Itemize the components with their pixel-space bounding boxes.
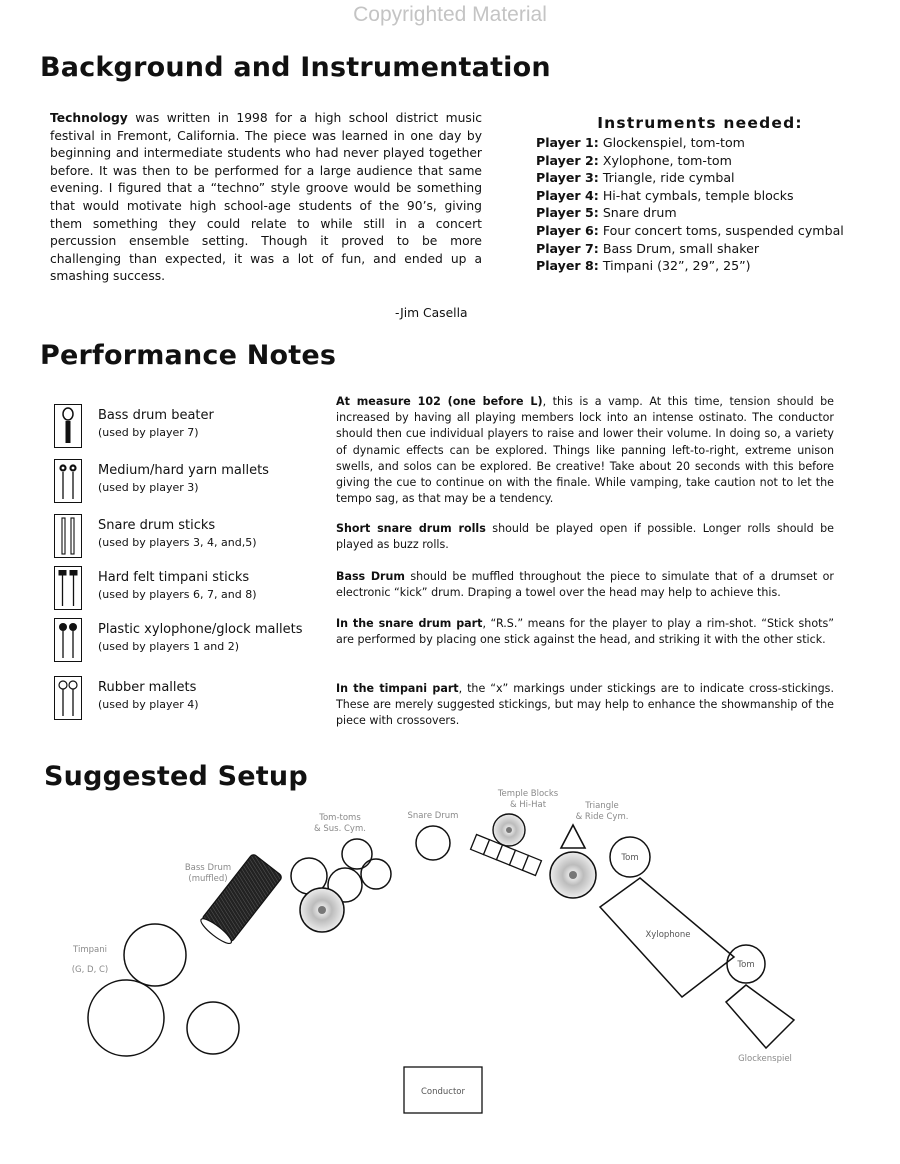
- instrument-row: [536, 187, 886, 205]
- mallet-name: Snare drum sticks: [98, 518, 216, 533]
- snare-drum-sticks-icon: [54, 514, 82, 558]
- mallet-name: Hard felt timpani sticks: [98, 570, 250, 585]
- triangle-instrument: [561, 825, 585, 848]
- mallet-note: (used by players 1 and 2): [98, 640, 240, 653]
- background-heading: Background and Instrumentation: [40, 52, 551, 83]
- instrument-row: [536, 204, 886, 222]
- mallet-name: Medium/hard yarn mallets: [98, 463, 269, 478]
- intro-text: was written in 1998 for a high school district music festival in Fremont, California. The piece was learned in one day by beginning and intermediate students who had never played together before. It was then to be performed for a large audience that same evening. I figured that a “techno” style groove would be something that would motivate high school-age students of the 90’s, giving them something they could relate to while still in a concert percussion ensemble setting. Though it proved to be more challenging than expected, it was a lot of fun, and ended up a smashing success.: [50, 111, 482, 284]
- watermark: Copyrighted Material: [353, 3, 547, 26]
- note-bold: In the snare drum part: [336, 617, 483, 630]
- instrument-row: [536, 222, 886, 240]
- note-bass-drum: [336, 569, 834, 601]
- note-text: , this is a vamp. At this time, tension should be increased by having all playing members lock into an intense ostinato. The conductor should then cue individual players to raise and lower their volume. In doing so, a variety of dynamic effects can be explored. Things like panning left-to-right, extreme unison swells, and solos can be explored. Be creative! Take about 20 seconds with this before giving the cue to continue on with the finale. While vamping, take caution not to let the tempo sag, as that may be a tendency.: [336, 395, 835, 506]
- intro-paragraph: [50, 110, 482, 286]
- tom-lower-label: Tom: [737, 960, 755, 970]
- conductor-label: Conductor: [420, 1087, 466, 1097]
- setup-diagram: [0, 780, 900, 1160]
- timpani-drum-small: [187, 1002, 239, 1054]
- ride-cymbal-bell: [569, 871, 577, 879]
- note-bold: In the timpani part: [336, 682, 459, 695]
- player-parts: Snare drum: [598, 205, 677, 221]
- note-bold: Short snare drum rolls: [336, 522, 486, 535]
- instrument-row: [536, 152, 886, 170]
- performance-heading: Performance Notes: [40, 340, 337, 371]
- instrument-row: [536, 134, 886, 152]
- player-label: Player 7:: [536, 240, 599, 256]
- note-timpani-part: [336, 681, 834, 730]
- note-text: should be muffled throughout the piece to simulate that of a drumset or electronic “kick” drum. Draping a towel over the head may help to achieve this.: [336, 570, 834, 600]
- player-label: Player 6:: [536, 222, 599, 238]
- signature: -Jim Casella: [395, 306, 468, 320]
- tom-toms-label: Tom-toms: [319, 813, 361, 823]
- player-parts: Triangle, ride cymbal: [598, 170, 735, 186]
- note-text: , the “x” markings under stickings are to indicate cross-stickings. These are merely suggested stickings, but may help to enhance the showmanship of the piece with crossovers.: [336, 682, 834, 728]
- bass-drum-beater-icon: [54, 404, 82, 448]
- sus-cym-label: & Sus. Cym.: [314, 824, 366, 834]
- note-text: , “R.S.” means for the player to play a rim-shot. “Stick shots” are performed by placing one stick against the head, and striking it with the other stick.: [336, 617, 834, 647]
- mallet-note: (used by players 3, 4, and,5): [98, 536, 257, 549]
- hi-hat-label: & Hi-Hat: [509, 800, 547, 810]
- ride-cymbal-label: & Ride Cym.: [575, 812, 629, 822]
- snare-drum-label: Snare Drum: [407, 811, 459, 821]
- player-label: Player 8:: [536, 258, 599, 274]
- instrument-row: [536, 169, 886, 187]
- player-parts: Glockenspiel, tom-tom: [598, 135, 745, 150]
- instrument-list: [536, 134, 886, 275]
- player-parts: Bass Drum, small shaker: [598, 240, 760, 256]
- glockenspiel-label: Glockenspiel: [738, 1054, 792, 1064]
- timpani-drum-largest: [88, 980, 164, 1056]
- player-parts: Xylophone, tom-tom: [598, 152, 732, 168]
- player-label: Player 2:: [536, 152, 599, 168]
- mallet-note: (used by player 4): [98, 698, 199, 711]
- note-text: should be played open if possible. Longer rolls should be played as buzz rolls.: [336, 522, 834, 552]
- intro-bold-title: Technology: [50, 111, 128, 125]
- player-label: Player 1:: [536, 135, 599, 150]
- setup-heading: Suggested Setup: [44, 761, 308, 792]
- cymbal-bell: [318, 906, 326, 914]
- player-parts: Timpani (32”, 29”, 25”): [598, 258, 751, 274]
- timpani-tuning-label: (G, D, C): [71, 965, 109, 975]
- temple-blocks-label: Temple Blocks: [497, 789, 559, 799]
- triangle-label: Triangle: [585, 801, 619, 811]
- player-parts: Four concert toms, suspended cymbal: [598, 222, 844, 238]
- note-bold: At measure 102 (one before L): [336, 395, 543, 408]
- mallet-note: (used by player 3): [98, 481, 199, 494]
- instruments-heading: Instruments needed:: [597, 114, 803, 132]
- mallet-note: (used by player 7): [98, 426, 199, 439]
- note-snare-rolls: [336, 521, 834, 553]
- player-label: Player 3:: [536, 170, 599, 186]
- mallet-name: Bass drum beater: [98, 408, 214, 423]
- tom-upper-label: Tom: [621, 853, 639, 863]
- concert-tom: [342, 839, 372, 869]
- player-label: Player 4:: [536, 187, 599, 203]
- note-vamp: [336, 394, 834, 507]
- player-label: Player 5:: [536, 205, 599, 221]
- yarn-mallets-icon: [54, 459, 82, 503]
- note-bold: Bass Drum: [336, 570, 405, 583]
- mallet-note: (used by players 6, 7, and 8): [98, 588, 257, 601]
- timpani-label: Timpani: [73, 945, 107, 955]
- rubber-mallets-icon: [54, 676, 82, 720]
- plastic-mallets-icon: [54, 618, 82, 662]
- timpani-drum-large: [124, 924, 186, 986]
- note-snare-part: [336, 616, 834, 648]
- snare-drum: [416, 826, 450, 860]
- hi-hat-bell: [506, 827, 512, 833]
- glockenspiel: [726, 985, 794, 1048]
- mallet-name: Rubber mallets: [98, 680, 197, 695]
- instrument-row: [536, 240, 886, 258]
- instrument-row: [536, 257, 886, 275]
- timpani-sticks-icon: [54, 566, 82, 610]
- mallet-name: Plastic xylophone/glock mallets: [98, 622, 303, 637]
- concert-tom: [361, 859, 391, 889]
- xylophone-label: Xylophone: [645, 930, 691, 940]
- player-parts: Hi-hat cymbals, temple blocks: [598, 187, 794, 203]
- bass-drum-muffled-label: (muffled): [188, 874, 228, 884]
- bass-drum-label: Bass Drum: [184, 863, 232, 873]
